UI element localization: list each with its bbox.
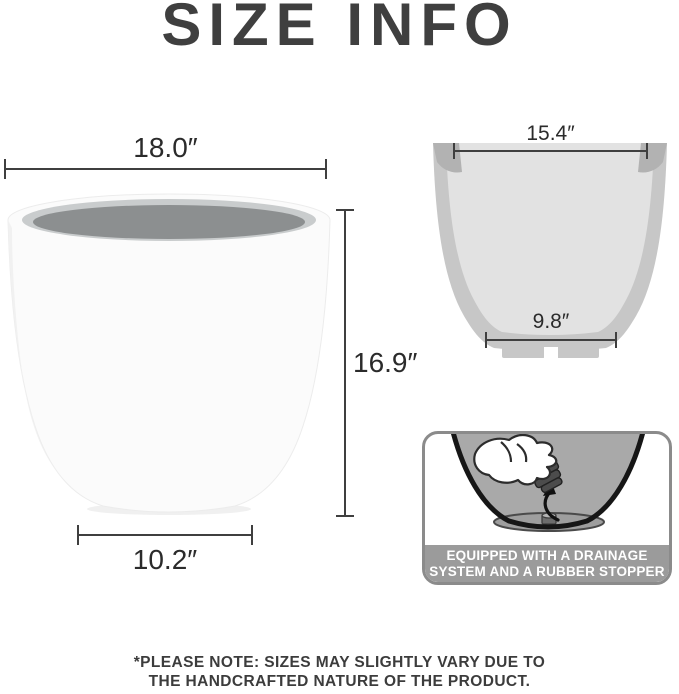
section-base-width-label: 9.8″: [532, 310, 570, 333]
front-height-line: [344, 209, 346, 517]
section-top-width-line: [453, 150, 648, 152]
front-top-width-label: 18.0″: [133, 132, 198, 163]
front-base-width-label: 10.2″: [132, 544, 198, 575]
section-top-width-label: 15.4″: [526, 122, 575, 145]
footnote: [0, 653, 679, 691]
planter-front-illustration: [0, 185, 345, 525]
badge-caption-line1: EQUIPPED WITH A DRAINAGE: [446, 548, 648, 563]
drainage-feature-badge: [422, 431, 672, 585]
front-height-label: 16.9″: [353, 347, 418, 378]
pot-interior-surface: [33, 205, 305, 239]
pot-body-shape: [8, 194, 330, 512]
section-base-width-line: [485, 339, 617, 341]
front-base-width-line: [77, 534, 253, 536]
badge-caption: [425, 545, 669, 582]
section-left-foot: [502, 346, 545, 358]
footnote-line1: *PLEASE NOTE: SIZES MAY SLIGHTLY VARY DUE TO: [133, 654, 546, 671]
section-drainage-notch: [544, 347, 558, 360]
footnote-line2: THE HANDCRAFTED NATURE OF THE PRODUCT.: [148, 673, 531, 690]
section-right-foot: [556, 346, 599, 358]
hand-removing-rubber-stopper-icon: [425, 434, 669, 545]
page-title: SIZE INFO: [161, 0, 518, 58]
front-top-width-line: [4, 168, 327, 170]
badge-caption-line2: SYSTEM AND A RUBBER STOPPER: [429, 563, 665, 579]
cross-section-diagram: [425, 130, 675, 370]
